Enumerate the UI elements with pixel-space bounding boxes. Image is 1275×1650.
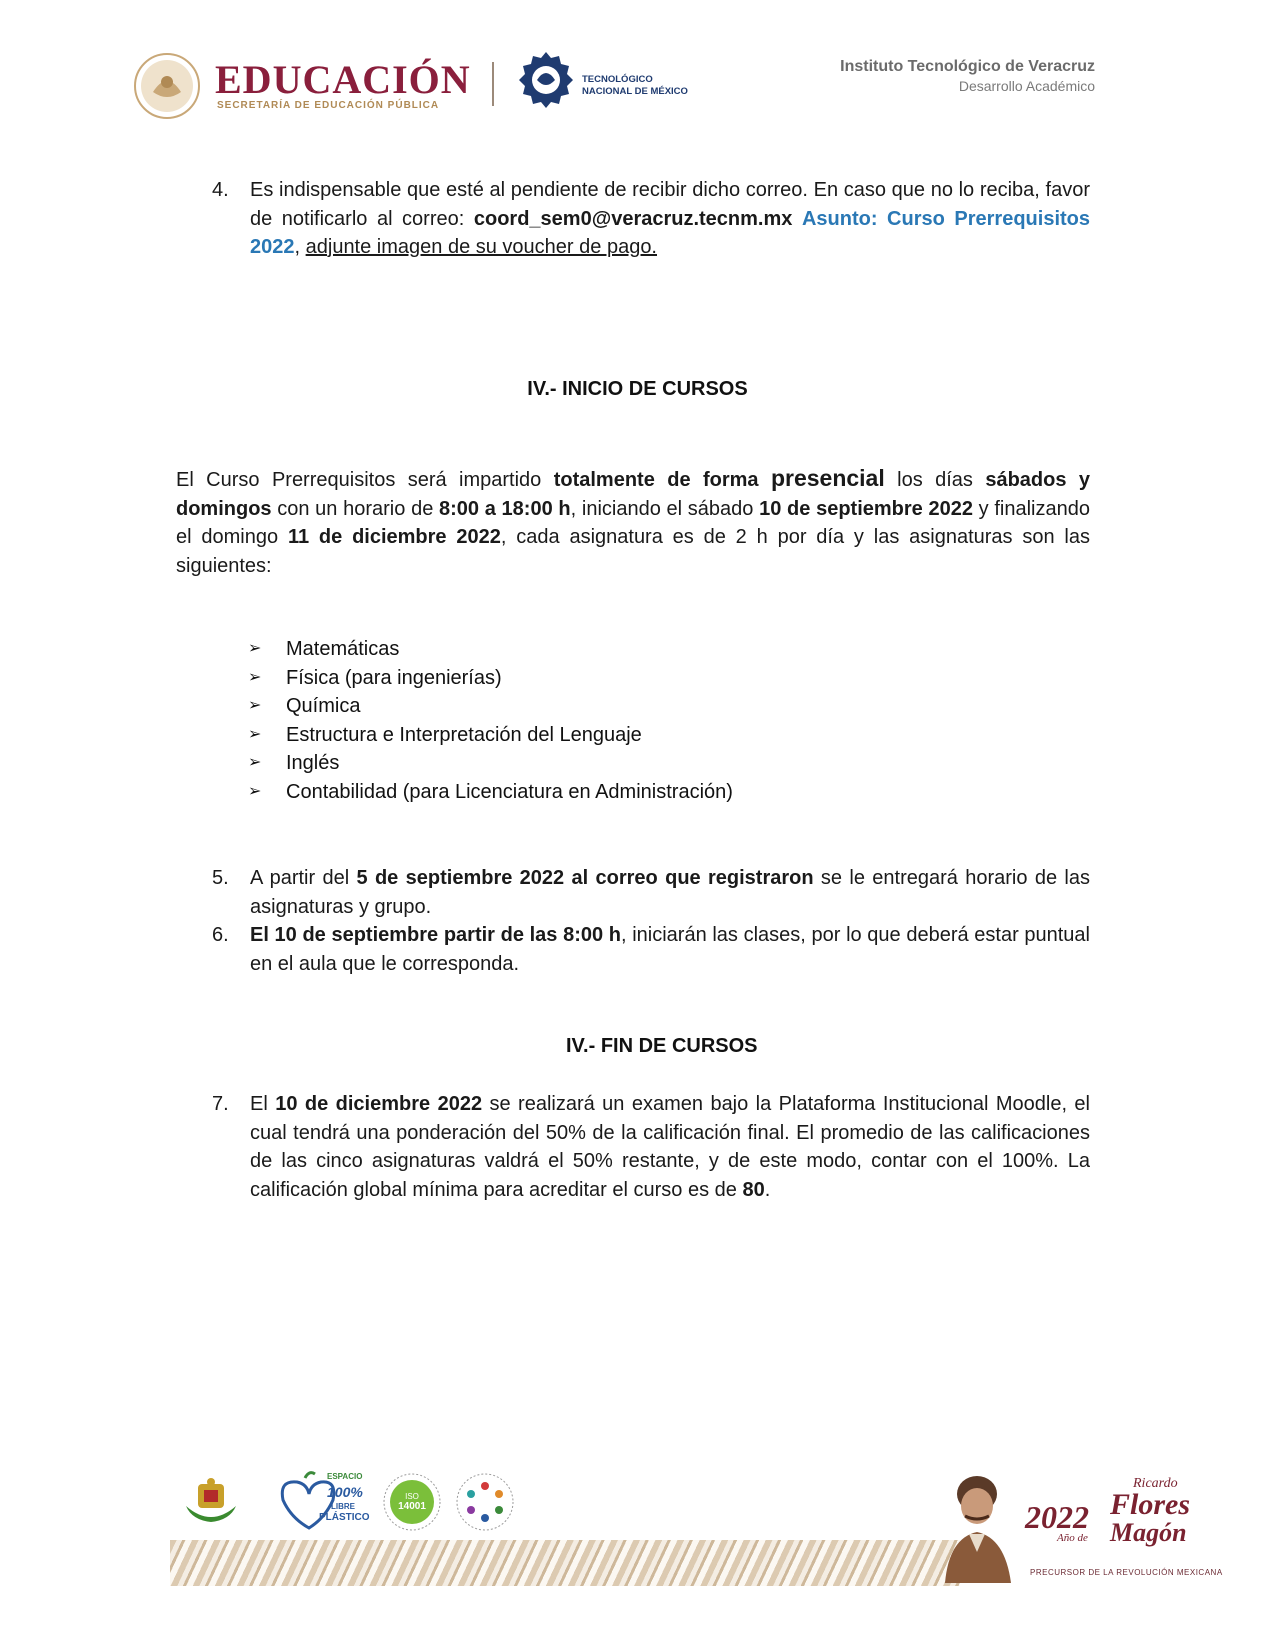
magon-label: Magón — [1110, 1518, 1187, 1547]
section-heading-fin: IV.- FIN DE CURSOS — [566, 1035, 758, 1057]
section-heading-inicio: IV.- INICIO DE CURSOS — [527, 378, 748, 400]
item-7-text-3: . — [764, 1178, 771, 1201]
libre-label: LIBRE — [331, 1502, 355, 1511]
inicio-bold-end: 11 de diciembre 2022 — [287, 526, 501, 548]
item-5-paragraph — [250, 864, 1090, 921]
subject-label: Estructura e Interpretación del Lenguaje — [286, 723, 642, 746]
item-7-bold-date: 10 de diciembre 2022 — [275, 1093, 483, 1115]
inicio-text-1: El Curso Prerrequisitos será impartido — [176, 469, 554, 491]
arrow-bullet-icon: ➢ — [248, 754, 262, 771]
inicio-text-6: , cada asignatura es de 2 h por día y las asignaturas son las siguientes: — [176, 526, 1090, 577]
inicio-bold-hours: 8:00 a 18:00 h — [439, 497, 571, 520]
email-subject: Asunto: Curso Prerrequisitos 2022 — [250, 207, 1090, 258]
item-number: 5. — [212, 867, 229, 889]
list-item — [248, 664, 948, 693]
ricardo-flores-magon-portrait — [935, 1468, 1015, 1583]
plastico-label: PLÁSTICO — [319, 1512, 370, 1523]
item-5-text-2: se le entregará horario de las asignaturas y grupo. — [250, 867, 1090, 918]
mexico-coat-of-arms-logo — [133, 52, 201, 120]
item-7-text-2: se realizará un examen bajo la Plataforma Institucional Moodle, el cual tendrá una ponderación del 50% de la calificación final. El promedio de las calificaciones de las cinco asignaturas valdrá el 50% restante, y de este modo, contar con el 100%. La calificación global mínima para acreditar el curso es de — [250, 1093, 1091, 1201]
list-item — [248, 778, 948, 807]
inicio-text-3: con un horario de — [271, 497, 440, 520]
precursor-caption: PRECURSOR DE LA REVOLUCIÓN MEXICANA — [1030, 1568, 1223, 1577]
inicio-text-5: y finalizando el domingo — [176, 497, 1090, 548]
item-6-bold: El 10 de septiembre partir de las 8:00 h — [250, 924, 621, 946]
inicio-text-2: los días — [884, 469, 986, 491]
educacion-title: EDUCACIÓN — [215, 57, 471, 102]
item-4-paragraph — [250, 176, 1090, 262]
iso-label: ISO — [405, 1492, 419, 1501]
item-number: 6. — [212, 924, 229, 946]
ano-de-label: Año de — [1057, 1532, 1088, 1544]
item-7-paragraph — [250, 1090, 1090, 1204]
inicio-bold-presencial: presencial — [770, 465, 885, 491]
list-item — [248, 749, 948, 778]
tecnm-line2: NACIONAL DE MÉXICO — [582, 86, 688, 97]
list-item — [248, 692, 948, 721]
subject-label: Inglés — [286, 752, 340, 774]
flores-label: Flores — [1110, 1488, 1191, 1521]
list-item — [248, 635, 948, 664]
inicio-bold-start: 10 de septiembre 2022 — [759, 497, 973, 520]
arrow-bullet-icon: ➢ — [248, 697, 262, 714]
inicio-paragraph — [176, 464, 1090, 580]
subjects-list — [248, 635, 948, 806]
arrow-bullet-icon: ➢ — [248, 668, 262, 686]
item-number: 7. — [212, 1093, 229, 1115]
espacio-label: ESPACIO — [327, 1472, 363, 1481]
item-7-text-1: El — [250, 1093, 276, 1115]
equality-circle-logo — [455, 1472, 515, 1532]
subject-label: Matemáticas — [286, 638, 400, 660]
institute-name: Instituto Tecnológico de Veracruz — [840, 58, 1095, 75]
arrow-bullet-icon: ➢ — [248, 725, 262, 743]
item-5-text-1: A partir del — [250, 867, 357, 889]
year-2022: 2022 — [1025, 1499, 1089, 1535]
subject-label: Física (para ingenierías) — [286, 666, 502, 689]
iso-number: 14001 — [398, 1501, 426, 1512]
comma: , — [294, 236, 306, 258]
inicio-bold-1: totalmente de forma — [553, 469, 771, 491]
item-7-bold-score: 80 — [742, 1178, 765, 1201]
item-4-text: Es indispensable que esté al pendiente de recibir dicho correo. En caso que no lo reciba, favor de notificarlo al correo: — [250, 179, 1090, 230]
voucher-instruction: adjunte imagen de su voucher de pago. — [305, 236, 657, 258]
ricardo-label: Ricardo — [1133, 1476, 1178, 1491]
item-5-bold: 5 de septiembre 2022 al correo que registraron — [356, 867, 814, 889]
contact-email: coord_sem0@veracruz.tecnm.mx — [473, 207, 793, 230]
cien-label: 100% — [327, 1484, 363, 1500]
sep-subtitle: SECRETARÍA DE EDUCACIÓN PÚBLICA — [217, 100, 440, 111]
header-divider — [492, 62, 494, 106]
veracruz-shield-logo — [180, 1476, 242, 1528]
decorative-footer-band — [170, 1540, 960, 1586]
item-6-text: , iniciarán las clases, por lo que deberá estar puntual en el aula que le corresponda. — [250, 924, 1090, 975]
inicio-text-4: , iniciando el sábado — [570, 497, 760, 520]
arrow-bullet-icon: ➢ — [248, 782, 262, 800]
tecnm-line1: TECNOLÓGICO — [582, 74, 653, 85]
arrow-bullet-icon: ➢ — [248, 640, 262, 657]
list-item — [248, 721, 948, 750]
item-6-paragraph — [250, 921, 1090, 978]
item-number: 4. — [212, 179, 229, 201]
tecnm-logo — [515, 50, 577, 116]
iso-14001-seal — [382, 1472, 442, 1532]
tecnm-text — [582, 74, 688, 98]
espacio-libre-plastico-logo — [275, 1470, 375, 1532]
subject-label: Contabilidad (para Licenciatura en Administración) — [286, 780, 733, 803]
subject-label: Química — [286, 695, 361, 717]
department-name: Desarrollo Académico — [958, 78, 1095, 94]
inicio-bold-days: sábados y domingos — [176, 469, 1090, 520]
